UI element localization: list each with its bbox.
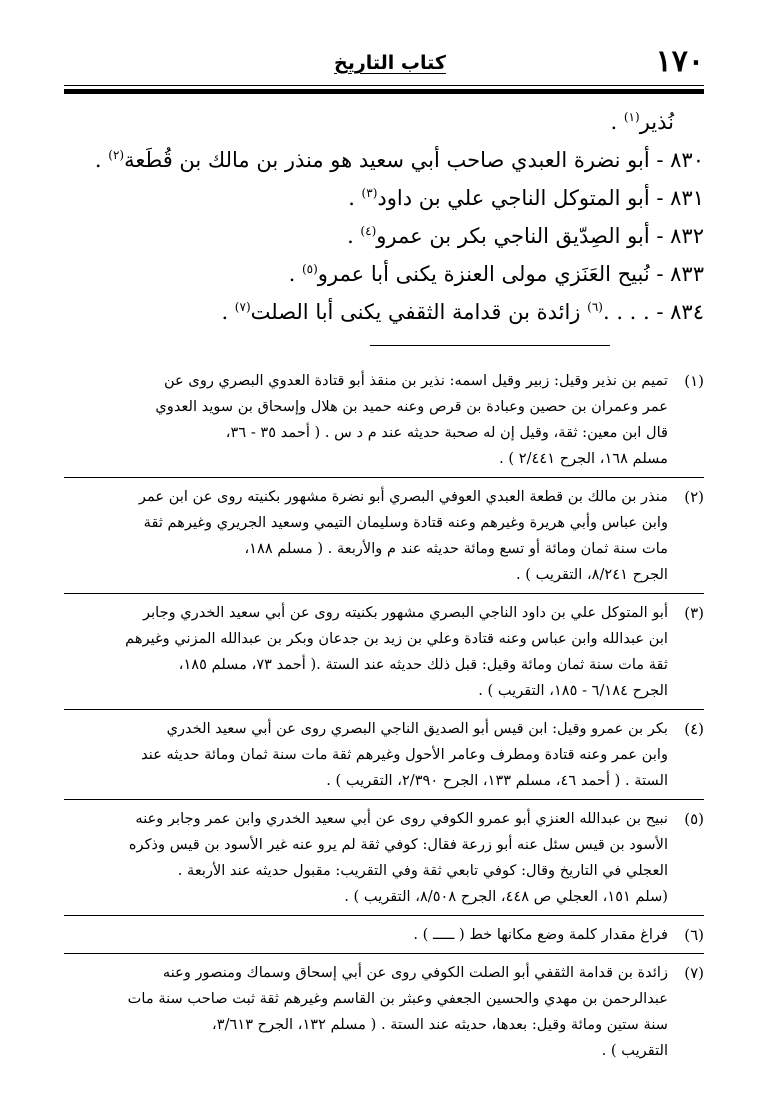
entry-text: أبو نضرة العبدي صاحب أبي سعيد هو منذر بن مالك بن قُطَعة	[124, 148, 650, 172]
footnote-4	[64, 716, 704, 794]
footnote-ref: (٦)	[587, 300, 603, 314]
footnote-body	[64, 716, 668, 794]
footnote-2	[64, 484, 704, 588]
continued-line: نُذير$^{(١)}$ .	[610, 110, 674, 134]
footnote-body	[64, 960, 668, 1064]
entry-number: ٨٣١	[670, 186, 704, 210]
footnote-body	[64, 484, 668, 588]
header-rule-thick	[64, 89, 704, 94]
entry-number: ٨٣٤	[670, 300, 704, 324]
entry-number: ٨٣٠	[670, 148, 704, 172]
footnote-body	[64, 922, 668, 948]
footnote-3	[64, 600, 704, 704]
footnote-number: (٥)	[684, 810, 704, 828]
footnote-body	[64, 600, 668, 704]
footnote-line: الجرح ٦/١٨٤ - ١٨٥، التقريب ) .	[478, 682, 668, 699]
entry-830: ٨٣٠ - أبو نضرة العبدي صاحب أبي سعيد هو منذر بن مالك بن قُطَعة$^{(٢)}$ .	[94, 148, 704, 172]
footnote-line: الستة . ( أحمد ٤٦، مسلم ١٣٣، الجرح ٢/٣٩٠، التقريب ) .	[326, 772, 668, 789]
footnote-ref: (٥)	[301, 262, 318, 276]
footnote-line: عمر وعمران بن حصين وعبادة بن قرص وعنه حميد بن هلال وإسحاق بن سويد العدوي	[155, 398, 668, 415]
footnote-body	[64, 368, 668, 472]
footnote-divider	[64, 953, 704, 954]
footnote-number: (٦)	[684, 926, 704, 944]
footnote-7	[64, 960, 704, 1064]
running-title: كتاب التاريخ	[334, 52, 446, 74]
footnote-number: (٢)	[684, 488, 704, 506]
footnote-line: مات سنة ثمان ومائة أو تسع ومائة حديثه عند م والأربعة . ( مسلم ١٨٨،	[244, 540, 668, 557]
footnote-ref: (٣)	[361, 186, 378, 200]
page-number: ١٧٠	[655, 44, 704, 79]
footnote-line: فراغ مقدار كلمة وضع مكانها خط ( ـــــ ) .	[413, 926, 668, 943]
footnote-6	[64, 922, 704, 948]
gap-dots: . . . .	[602, 300, 650, 324]
entry-834: ٨٣٤ - . . . .$^{(٦)}$ زائدة بن قدامة الثقفي يكنى أبا الصلت$^{(٧)}$ .	[221, 300, 704, 324]
footnote-line: تميم بن نذير وقيل: زبير وقيل اسمه: نذير بن منقذ أبو قتادة العدوي البصري روى عن	[163, 372, 668, 389]
footnote-line: مسلم ١٦٨، الجرح ٢/٤٤١ ) .	[499, 450, 668, 467]
footnote-number: (٤)	[684, 720, 704, 738]
footnote-ref: (١)	[623, 110, 640, 124]
footnote-line: نبيح بن عبدالله العنزي أبو عمرو الكوفي روى عن أبي سعيد الخدري وابن عمر وجابر وعنه	[135, 810, 668, 827]
footnote-ref: (٧)	[234, 300, 251, 314]
footnote-line: وابن عمر وعنه قتادة ومطرف وعامر الأحول وغيرهم ثقة مات سنة ثمان ومائة حديثه عند	[141, 746, 668, 763]
footnote-number: (٣)	[684, 604, 704, 622]
entry-number: ٨٣٢	[670, 224, 704, 248]
footnote-line: (سلم ١٥١، العجلي ص ٤٤٨، الجرح ٨/٥٠٨، التقريب ) .	[344, 888, 668, 905]
footnote-line: ابن عبدالله وابن عباس وعنه قتادة وعلي بن زيد بن جدعان وبكر بن عبدالله المزني وغيرهم	[125, 630, 668, 647]
footnote-line: زائدة بن قدامة الثقفي أبو الصلت الكوفي روى عن أبي إسحاق وسماك ومنصور وعنه	[162, 964, 668, 981]
entry-text: زائدة بن قدامة الثقفي يكنى أبا الصلت	[250, 300, 588, 324]
entry-832: ٨٣٢ - أبو الصِدّيق الناجي بكر بن عمرو$^{(٤)}$ .	[347, 224, 704, 248]
footnote-line: سنة ستين ومائة وقيل: بعدها، حديثه عند الستة . ( مسلم ١٣٢، الجرح ٣/٦١٣،	[212, 1016, 668, 1033]
entry-text: أبو الصِدّيق الناجي بكر بن عمرو	[376, 224, 650, 248]
footnote-divider	[64, 593, 704, 594]
continued-text: نُذير	[639, 110, 674, 134]
footnote-line: أبو المتوكل علي بن داود الناجي البصري مشهور بكنيته روى عن أبي سعيد الخدري وجابر	[143, 604, 668, 621]
footnote-line: العجلي في التاريخ وقال: كوفي تابعي ثقة وفي التقريب: مقبول حديثه عند الأربعة .	[177, 862, 668, 879]
page-header	[64, 40, 704, 96]
footnote-line: قال ابن معين: ثقة، وقيل إن له صحبة حديثه عند م د س . ( أحمد ٣٥ - ٣٦،	[225, 424, 668, 441]
footnote-line: بكر بن عمرو وقيل: ابن قيس أبو الصديق الناجي البصري روى عن أبي سعيد الخدري	[166, 720, 668, 737]
footnote-number: (٧)	[684, 964, 704, 982]
footnote-line: عبدالرحمن بن مهدي والحسين الجعفي وعبثر بن القاسم وغيرهم ثقة ثبت صاحب سنة مات	[127, 990, 668, 1007]
footnote-ref: (٢)	[108, 148, 125, 162]
entry-text: نُبيح العَنَزي مولى العنزة يكنى أبا عمرو	[317, 262, 650, 286]
footnote-1	[64, 368, 704, 472]
footnote-line: الأسود بن قيس سئل عنه أبو زرعة فقال: كوفي ثقة لم يرو عنه غير الأسود بن قيس وذكره	[128, 836, 668, 853]
footnote-divider	[64, 799, 704, 800]
footnote-number: (١)	[684, 372, 704, 390]
footnote-line: منذر بن مالك بن قطعة العبدي العوفي البصري أبو نضرة مشهور بكنيته روى عن ابن عمر	[138, 488, 668, 505]
footnote-line: ثقة مات سنة ثمان ومائة وقيل: قبل ذلك حديثه عند الستة .( أحمد ٧٣، مسلم ١٨٥،	[178, 656, 668, 673]
footnote-line: الجرح ٨/٢٤١، التقريب ) .	[515, 566, 668, 583]
entry-number: ٨٣٣	[670, 262, 704, 286]
footnote-line: التقريب ) .	[601, 1042, 668, 1059]
header-rule-thin	[64, 85, 704, 86]
entry-833: ٨٣٣ - نُبيح العَنَزي مولى العنزة يكنى أبا عمرو$^{(٥)}$ .	[288, 262, 704, 286]
entry-831: ٨٣١ - أبو المتوكل الناجي علي بن داود$^{(٣)}$ .	[348, 186, 704, 210]
main-text	[64, 103, 704, 331]
footnote-ref: (٤)	[360, 224, 377, 238]
footnote-divider	[64, 709, 704, 710]
footnote-line: وابن عباس وأبي هريرة وغيرهم وعنه قتادة وسليمان التيمي وسعيد الجريري وغيرهم ثقة	[143, 514, 668, 531]
footnote-separator	[370, 345, 610, 346]
footnote-body	[64, 806, 668, 910]
footnote-divider	[64, 915, 704, 916]
footnote-divider	[64, 477, 704, 478]
entry-text: أبو المتوكل الناجي علي بن داود	[377, 186, 650, 210]
footnotes	[64, 368, 704, 1064]
footnote-5	[64, 806, 704, 910]
